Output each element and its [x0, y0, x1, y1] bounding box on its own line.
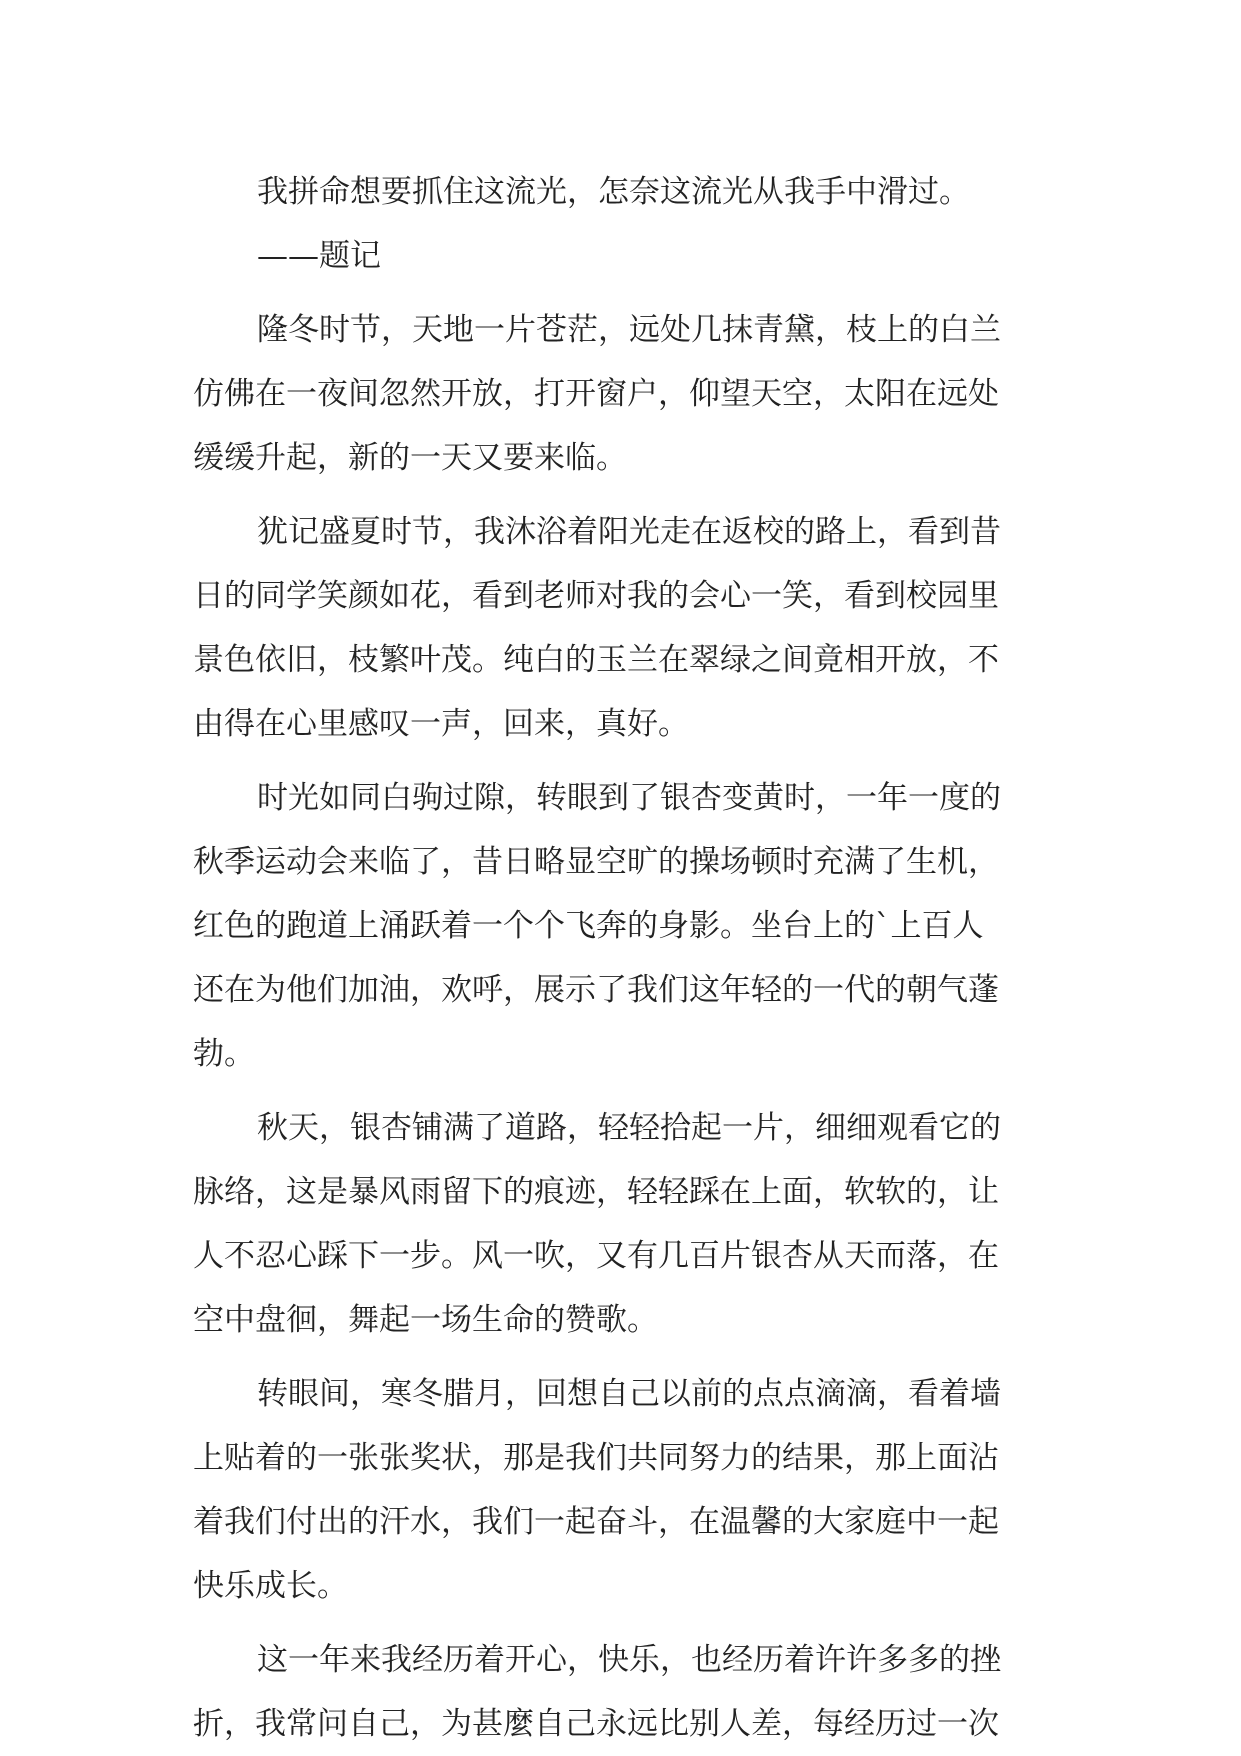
paragraph-2-line-4: 由得在心里感叹一声，回来，真好。 — [193, 706, 689, 742]
paragraph-4-line-1: 秋天，银杏铺满了道路，轻轻拾起一片，细细观看它的 — [257, 1110, 1001, 1146]
paragraph-1-line-1: 隆冬时节，天地一片苍茫，远处几抹青黛，枝上的白兰 — [257, 312, 1001, 348]
paragraph-1-line-3: 缓缓升起，新的一天又要来临。 — [193, 440, 627, 476]
epigraph-attribution: ——题记 — [257, 238, 381, 274]
paragraph-2-line-2: 日的同学笑颜如花，看到老师对我的会心一笑，看到校园里 — [193, 578, 999, 614]
document-body — [193, 160, 1063, 1756]
paragraph-4-line-3: 人不忍心踩下一步。风一吹，又有几百片银杏从天而落，在 — [193, 1238, 999, 1274]
paragraph-3-line-4: 还在为他们加油，欢呼，展示了我们这年轻的一代的朝气蓬 — [193, 972, 999, 1008]
paragraph-2-line-1: 犹记盛夏时节，我沐浴着阳光走在返校的路上，看到昔 — [257, 514, 1001, 550]
paragraph-5-line-2: 上贴着的一张张奖状，那是我们共同努力的结果，那上面沾 — [193, 1440, 999, 1476]
paragraph-4-line-4: 空中盘徊，舞起一场生命的赞歌。 — [193, 1302, 658, 1338]
paragraph-3-line-5: 勃。 — [193, 1036, 255, 1072]
paragraph-5-line-4: 快乐成长。 — [193, 1568, 348, 1604]
paragraph-5-line-3: 着我们付出的汗水，我们一起奋斗，在温馨的大家庭中一起 — [193, 1504, 999, 1540]
paragraph-3-line-2: 秋季运动会来临了，昔日略显空旷的操场顿时充满了生机， — [193, 844, 999, 880]
paragraph-1-line-2: 仿佛在一夜间忽然开放，打开窗户，仰望天空，太阳在远处 — [193, 376, 999, 412]
paragraph-3-line-3: 红色的跑道上涌跃着一个个飞奔的身影。坐台上的`上百人 — [193, 908, 984, 944]
paragraph-4-line-2: 脉络，这是暴风雨留下的痕迹，轻轻踩在上面，软软的，让 — [193, 1174, 999, 1210]
paragraph-3-line-1: 时光如同白驹过隙，转眼到了银杏变黄时，一年一度的 — [257, 780, 1001, 816]
paragraph-6-line-2: 折，我常问自己，为甚麼自己永远比别人差，每经历过一次 — [193, 1706, 999, 1742]
paragraph-2-line-3: 景色依旧，枝繁叶茂。纯白的玉兰在翠绿之间竟相开放，不 — [193, 642, 999, 678]
epigraph-line: 我拼命想要抓住这流光，怎奈这流光从我手中滑过。 — [257, 174, 970, 210]
paragraph-6-line-1: 这一年来我经历着开心，快乐，也经历着许许多多的挫 — [257, 1642, 1001, 1678]
paragraph-5-line-1: 转眼间，寒冬腊月，回想自己以前的点点滴滴，看着墙 — [257, 1376, 1001, 1412]
